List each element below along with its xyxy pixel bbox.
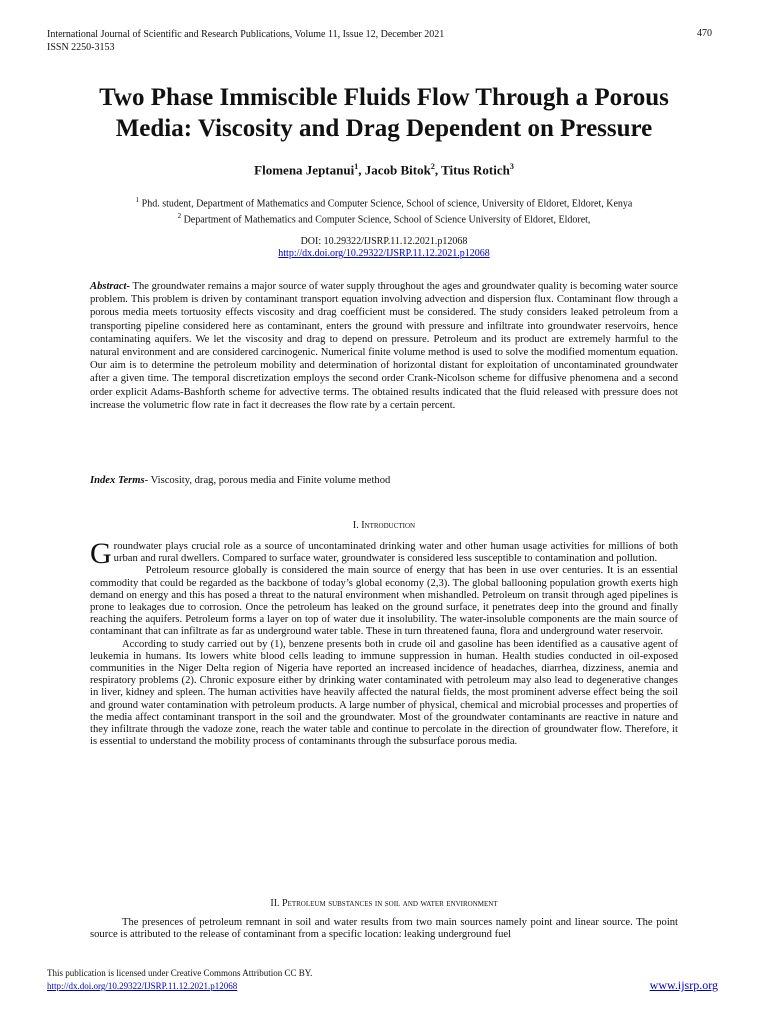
issn: ISSN 2250-3153 xyxy=(47,42,115,53)
author-1: Flomena Jeptanui xyxy=(254,162,355,178)
section-2-title: II. Petroleum substances in soil and water environment xyxy=(270,898,498,909)
affiliation-1: Phd. student, Department of Mathematics and Computer Science, School of science, University of Eldoret, Eldoret, Kenya xyxy=(141,198,633,210)
index-terms-label: Index Terms xyxy=(90,475,145,486)
abstract-label: Abstract- xyxy=(90,281,131,292)
section-1-body xyxy=(90,537,678,748)
intro-paragraph-3: According to study carried out by (1), benzene presents both in crude oil and gasoline has been identified as a causative agent of leukemia in humans. Its lowers white blood cells leading to immune suppression in human. Health studies conducted in oil-exposed communities in the Niger Delta region of Nigeria have reported an increased incidence of headaches, diarrhea, dizziness, anemia and respiratory problems (2). Chronic exposure either by drinking water contaminated with petroleum may also lead to degenerative changes in liver, kidney and spleen. The human activities have heavily affected the natural fields, the most prominent adverse effect being the soil and ground water contamination with petroleum products. A large number of physical, chemical and microbial processes and properties of the media affect contaminant transport in the soil and the groundwater. Most of the groundwater contaminants are reactive in nature and they infiltrate through the vadoze zone, reach the water table and continue to percolate in the direction of groundwater flow. Therefore, it is essential to understand the mobility process of contaminants through the subsurface porous media. xyxy=(90,638,678,748)
affiliation-1-sup: 1 xyxy=(135,196,140,204)
site-link[interactable]: www.ijsrp.org xyxy=(649,978,718,992)
abstract-text: The groundwater remains a major source of water supply throughout the ages and groundwater quality is becoming water source problem. This problem is driven by contaminant transport equation involving advection and dispersion flux. Contaminant flow through a porous media meets tortuosity effects viscosity and drag coefficient must be considered. The study considers leaked petroleum from a transporting pipeline considered here as contaminant, enters the ground with pressure and infiltrate into groundwater reservoirs, hence contaminating aquifers. We let the viscosity and drag to depend on pressure. Petroleum and its product are extremely harmful to the natural environment and are considered carcinogenic. Numerical finite volume method is used to solve the modified momentum equation. Our aim is to determine the petroleum mobility and determination of horizontal distant for exploitation of uncontaminated groundwater after a given time. The temporal discretization employs the second order Crank-Nicolson scheme for diffusive phenomena and a second order explicit Adams-Bashforth scheme for advective terms. The obtained results indicated that the fluid released with pressure does not increase the volumetric flow rate in fact it decreases the flow rate by a certain percent. xyxy=(90,281,678,411)
journal-name: International Journal of Scientific and Research Publications, Volume 11, Issue 12, December 2021 xyxy=(47,29,445,40)
affiliation-2-sup: 2 xyxy=(177,212,182,221)
license-text: This publication is licensed under Creative Commons Attribution CC BY. xyxy=(47,968,313,978)
author-2-sup: 2 xyxy=(430,162,435,171)
affiliations xyxy=(0,194,768,227)
author-list: Flomena Jeptanui$^1$, Jacob Bitok$^2$, Titus Rotich$^3$ xyxy=(254,162,514,178)
author-3: Titus Rotich xyxy=(441,162,510,178)
doi-text: DOI: 10.29322/IJSRP.11.12.2021.p12068 xyxy=(300,236,468,247)
author-3-sup: 3 xyxy=(509,162,514,171)
footer xyxy=(47,967,312,993)
doi-block xyxy=(0,236,768,260)
section-2-paragraph-1: The presences of petroleum remnant in soil and water results from two main sources namely point and linear source. The point source is attributed to the release of contaminant from a specific location: leaking underground fuel xyxy=(90,917,678,941)
page-number: 470 xyxy=(697,28,712,39)
section-2-body xyxy=(90,917,678,941)
author-1-sup: 1 xyxy=(354,162,359,171)
doi-link[interactable]: http://dx.doi.org/10.29322/IJSRP.11.12.2021.p12068 xyxy=(278,248,490,259)
intro-paragraph-2: Petroleum resource globally is considered the main source of energy that has been in use over centuries. It is an essential commodity that could be regarded as the backbone of today’s global economy (2,3). The global ballooning population growth exerts high demand on energy and this has posed a threat to the natural environment when mishandled. Petroleum on transit through aged pipelines is prone to leakages due to corrosion. Once the petroleum has leaked on the ground surface, it penetrates deep into the ground and finally reaching the aquifers. Petroleum forms a layer on top of water due it insolubility. The water-insoluble components are the main source of contaminant that can infiltrate as far as underground water table. These in turn threatened fauna, flora and underground water reservoir. xyxy=(90,565,678,638)
index-terms xyxy=(90,475,678,486)
index-terms-text: - Viscosity, drag, porous media and Finite volume method xyxy=(144,475,391,486)
abstract xyxy=(90,280,678,412)
author-2: Jacob Bitok xyxy=(364,162,431,178)
affiliation-2: Department of Mathematics and Computer Science, School of Science University of Eldoret, Eldoret, xyxy=(183,214,591,226)
section-1-title: I. Introduction xyxy=(352,520,416,531)
paper-title xyxy=(40,82,728,144)
footer-doi-link[interactable]: http://dx.doi.org/10.29322/IJSRP.11.12.2021.p12068 xyxy=(47,981,238,991)
drop-cap: G xyxy=(90,537,112,570)
title-line-2: Media: Viscosity and Drag Dependent on Pressure xyxy=(115,115,653,142)
intro-p1-text: roundwater plays crucial role as a source of uncontaminated drinking water and other human usage activities for millions of both urban and rural dwellers. Compared to surface water, groundwater is considered less susceptible to contamination and pollution. xyxy=(113,541,678,565)
title-line-1: Two Phase Immiscible Fluids Flow Through a Porous xyxy=(99,84,669,111)
intro-paragraph-1 xyxy=(90,537,678,570)
running-header xyxy=(47,28,444,54)
